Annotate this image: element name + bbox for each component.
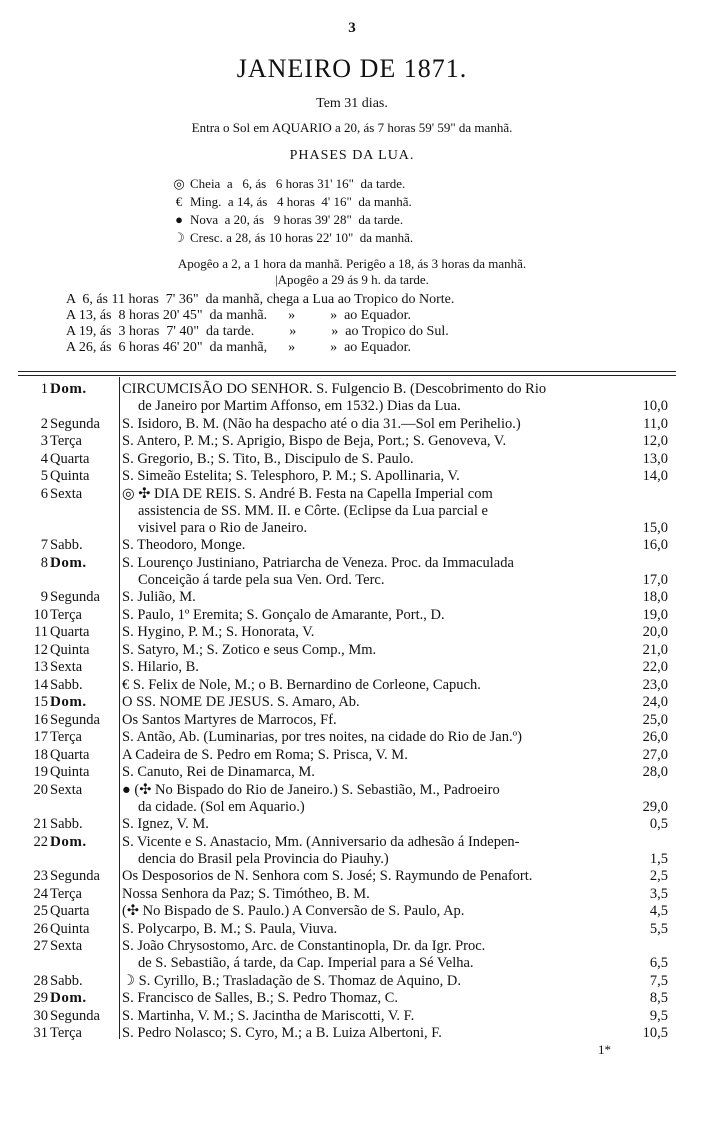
weekday: Terça [50,885,82,902]
day-number: 11 [34,624,48,640]
day-number: 18 [33,746,48,763]
weekday: Sexta [50,485,83,502]
day-number: 25 [33,903,48,919]
weekday: Quinta [50,764,90,780]
feast-description [122,990,616,1007]
moon-age-value: 9,5 [649,1007,668,1024]
description-line: S. Polycarpo, B. M.; S. Paula, Viuva. [122,920,338,937]
top-rule [18,371,676,372]
moon-age-value: 10,0 [642,398,668,414]
description-line: Conceição á tarde pela sua Ven. Ord. Terc. [138,571,385,588]
moon-phase-row [172,212,403,228]
tropic-line: A 26, ás 6 horas 46' 20" da manhã, » » ao Equador. [66,340,411,355]
calendar-row [18,834,676,868]
description-line: da cidade. (Sol em Aquario.) [138,798,305,815]
moon-age-value: 1,5 [649,850,668,867]
feast-description [122,381,616,415]
description-line: O SS. NOME DE JESUS. S. Amaro, Ab. [122,694,360,710]
description-line: S. Simeão Estelita; S. Telesphoro, P. M.; S. Apollinaria, V. [122,468,460,484]
calendar-row [18,973,676,990]
description-line: CIRCUMCISÃO DO SENHOR. S. Fulgencio B. (Descobrimento do Rio [122,381,547,397]
calendar-row [18,416,676,433]
feast-description [122,537,616,554]
moon-age-value: 28,0 [642,764,668,780]
weekday: Sexta [50,938,83,954]
calendar-row [18,589,676,606]
moon-phase-icon: ● [175,212,183,227]
moon-age-value: 20,0 [642,624,668,640]
calendar-row [18,903,676,920]
feast-description [122,468,616,485]
description-line: Os Santos Martyres de Marrocos, Ff. [122,711,337,728]
feast-description [122,834,616,868]
calendar-row [18,886,676,903]
description-line: S. Antão, Ab. (Luminarias, por tres noites, na cidade do Rio de Jan.º) [122,729,522,745]
moon-age-value: 11,0 [643,415,668,432]
day-number: 5 [40,468,48,484]
weekday: Segunda [50,1007,100,1024]
weekday: Segunda [50,868,100,884]
calendar-row [18,694,676,711]
day-number: 6 [40,485,48,502]
moon-age-value: 4,5 [649,903,668,919]
day-number: 24 [33,885,48,902]
moon-age-value: 12,0 [642,433,668,449]
moon-age-value: 25,0 [642,711,668,728]
description-line: S. Martinha, V. M.; S. Jacintha de Mariscotti, V. F. [122,1007,415,1024]
description-line: S. Vicente e S. Anastacio, Mm. (Anniversario da adhesão á Indepen- [122,833,520,850]
description-line: S. Hilario, B. [122,659,199,675]
feast-description [122,486,616,537]
calendar-row [18,486,676,537]
calendar-row [18,624,676,641]
weekday: Terça [50,729,82,745]
weekday: Dom. [50,990,87,1006]
feast-description [122,642,616,659]
calendar-row [18,816,676,833]
weekday: Quinta [50,468,90,484]
description-line: S. Julião, M. [122,589,196,605]
calendar-row [18,938,676,972]
moon-phase-text: Cresc. a 28, ás 10 horas 22' 10" da manhã. [190,230,414,245]
description-line: S. Isidoro, B. M. (Não ha despacho até o dia 31.—Sol em Perihelio.) [122,415,521,432]
feast-description [122,659,616,676]
day-number: 27 [33,938,48,954]
feast-description [122,607,616,624]
description-line: visivel para o Rio de Janeiro. [138,519,308,536]
weekday: Sexta [50,659,83,675]
calendar-row [18,990,676,1007]
tropic-line: A 19, ás 3 horas 7' 40" da tarde. » » ao Tropico do Sul. [66,324,449,339]
weekday: Sabb. [50,676,83,693]
weekday: Sabb. [50,537,83,553]
weekday: Segunda [50,589,100,605]
moon-age-value: 10,5 [642,1025,668,1041]
calendar-row [18,555,676,589]
description-line: Os Desposorios de N. Senhora com S. José; S. Raymundo de Penafort. [122,868,533,884]
description-line: de S. Sebastião, á tarde, da Cap. Imperial para a Sé Velha. [138,955,474,971]
description-line: S. Theodoro, Monge. [122,537,246,553]
feast-description [122,886,616,903]
moon-age-value: 23,0 [642,676,668,693]
day-number: 20 [33,781,48,798]
moon-phase-text: Ming. a 14, ás 4 horas 4' 16" da manhã. [190,194,412,209]
weekday: Quarta [50,746,90,763]
calendar-row [18,659,676,676]
feast-description [122,782,616,816]
feast-description [122,764,616,781]
moon-age-value: 2,5 [649,868,668,884]
feast-description [122,624,616,641]
day-number: 22 [33,833,48,850]
day-number: 2 [40,415,48,432]
weekday: Sabb. [50,972,83,989]
moon-age-value: 19,0 [642,606,668,623]
phases-title: PHASES DA LUA. [289,148,415,163]
weekday: Terça [50,1025,82,1041]
calendar-row [18,764,676,781]
weekday: Terça [50,606,82,623]
calendar-row [18,747,676,764]
day-number: 29 [33,990,48,1006]
feast-description [122,868,616,885]
description-line: S. Gregorio, B.; S. Tito, B., Discipulo de S. Paulo. [122,450,414,467]
moon-phase-row [172,194,412,210]
weekday: Quarta [50,624,90,640]
moon-age-value: 16,0 [642,537,668,553]
feast-description [122,973,616,990]
calendar-row [18,537,676,554]
moon-age-value: 15,0 [642,519,668,536]
day-number: 12 [33,641,48,658]
moon-age-value: 17,0 [642,571,668,588]
weekday: Quinta [50,920,90,937]
description-line: S. Pedro Nolasco; S. Cyro, M.; a B. Luiza Albertoni, F. [122,1025,442,1041]
moon-age-value: 5,5 [649,920,668,937]
feast-description [122,433,616,450]
top-rule-inner [18,375,676,376]
weekday: Quinta [50,641,90,658]
weekday: Dom. [50,833,87,850]
calendar-row [18,642,676,659]
description-line: ◎ ✣ DIA DE REIS. S. André B. Festa na Capella Imperial com [122,485,493,502]
description-line: (✣ No Bispado de S. Paulo.) A Conversão de S. Paulo, Ap. [122,903,465,919]
moon-phase-text: Nova a 20, ás 9 horas 39' 28" da tarde. [190,212,404,227]
feast-description [122,694,616,711]
day-number: 31 [33,1025,48,1041]
calendar-row [18,677,676,694]
day-number: 28 [33,972,48,989]
feast-description [122,1008,616,1025]
weekday: Terça [50,433,82,449]
description-line: S. João Chrysostomo, Arc. de Constantinopla, Dr. da Igr. Proc. [122,938,486,954]
calendar-row [18,921,676,938]
moon-age-value: 24,0 [642,694,668,710]
feast-description [122,555,616,589]
description-line: S. Lourenço Justiniano, Patriarcha de Veneza. Proc. da Immaculada [122,554,514,571]
moon-age-value: 8,5 [649,990,668,1006]
description-line: de Janeiro por Martim Affonso, em 1532.) Dias da Lua. [138,398,461,414]
day-number: 14 [33,676,48,693]
feast-description [122,921,616,938]
description-line: Nossa Senhora da Paz; S. Timótheo, B. M. [122,885,370,902]
description-line: ● (✣ No Bispado do Rio de Janeiro.) S. Sebastião, M., Padroeiro [122,781,500,798]
feast-description [122,677,616,694]
calendar-row [18,1008,676,1025]
footer-mark: 1* [598,1042,611,1057]
moon-phase-row [172,176,405,192]
day-number: 17 [33,729,48,745]
calendar-row [18,729,676,746]
day-number: 8 [40,554,48,571]
feast-description [122,729,616,746]
moon-phase-icon: ☽ [173,230,185,245]
calendar-row [18,433,676,450]
sun-line: Entra o Sol em AQUARIO a 20, ás 7 horas 59' 59" da manhã. [191,120,513,135]
moon-phase-row [172,230,413,246]
day-number: 10 [33,606,48,623]
calendar-row [18,607,676,624]
page-title: JANEIRO DE 1871. [236,54,468,83]
calendar-row [18,782,676,816]
feast-description [122,451,616,468]
description-line: ☽ S. Cyrillo, B.; Trasladação de S. Thomaz de Aquino, D. [122,972,461,989]
moon-phase-text: Cheia a 6, ás 6 horas 31' 16" da tarde. [190,176,406,191]
weekday: Quarta [50,903,90,919]
calendar-row [18,468,676,485]
weekday: Segunda [50,415,100,432]
moon-age-value: 0,5 [649,816,668,832]
apogee-line-2: |Apogêo a 29 ás 9 h. da tarde. [275,272,429,287]
weekday: Sexta [50,781,83,798]
description-line: € S. Felix de Nole, M.; o B. Bernardino de Corleone, Capuch. [122,676,481,693]
day-number: 7 [40,537,48,553]
moon-age-value: 21,0 [642,641,668,658]
day-number: 19 [33,764,48,780]
feast-description [122,938,616,972]
description-line: assistencia de SS. MM. II. e Côrte. (Eclipse da Lua parcial e [138,502,488,519]
moon-age-value: 18,0 [642,589,668,605]
description-line: S. Antero, P. M.; S. Aprigio, Bispo de Beja, Port.; S. Genoveva, V. [122,433,507,449]
description-line: S. Francisco de Salles, B.; S. Pedro Thomaz, C. [122,990,399,1006]
day-number: 1 [40,381,48,397]
weekday: Sabb. [50,816,83,832]
day-number: 13 [33,659,48,675]
description-line: A Cadeira de S. Pedro em Roma; S. Prisca, V. M. [122,746,408,763]
day-number: 4 [40,450,48,467]
description-line: S. Satyro, M.; S. Zotico e seus Comp., Mm. [122,641,377,658]
weekday: Dom. [50,694,87,710]
day-number: 26 [33,920,48,937]
moon-age-value: 14,0 [642,468,668,484]
weekday: Dom. [50,381,87,397]
tropic-line: A 13, ás 8 horas 20' 45" da manhã. » » ao Equador. [66,308,411,323]
feast-description [122,1025,616,1042]
description-line: S. Canuto, Rei de Dinamarca, M. [122,764,315,780]
calendar-row [18,381,676,415]
weekday: Quarta [50,450,90,467]
day-number: 16 [33,711,48,728]
apogee-line-1: Apogêo a 2, a 1 hora da manhã. Perigêo a 18, ás 3 horas da manhã. [177,256,527,271]
calendar-row [18,451,676,468]
moon-phase-icon: € [175,194,183,209]
feast-description [122,589,616,606]
feast-description [122,816,616,833]
weekday: Segunda [50,711,100,728]
description-line: S. Hygino, P. M.; S. Honorata, V. [122,624,315,640]
feast-description [122,712,616,729]
calendar-row [18,868,676,885]
days-line: Tem 31 dias. [316,96,388,111]
moon-age-value: 6,5 [649,955,668,971]
moon-age-value: 3,5 [649,885,668,902]
day-number: 15 [33,694,48,710]
description-line: S. Ignez, V. M. [122,816,209,832]
moon-age-value: 26,0 [642,729,668,745]
page-number: 3 [348,20,356,36]
moon-age-value: 29,0 [642,798,668,815]
day-number: 30 [33,1007,48,1024]
feast-description [122,416,616,433]
weekday: Dom. [50,554,87,571]
moon-age-value: 22,0 [642,659,668,675]
day-number: 3 [40,433,48,449]
day-number: 23 [33,868,48,884]
calendar-row [18,712,676,729]
day-number: 21 [33,816,48,832]
moon-age-value: 27,0 [642,746,668,763]
description-line: S. Paulo, 1º Eremita; S. Gonçalo de Amarante, Port., D. [122,606,445,623]
feast-description [122,903,616,920]
moon-age-value: 13,0 [642,450,668,467]
moon-age-value: 7,5 [649,972,668,989]
feast-description [122,747,616,764]
tropic-line: A 6, ás 11 horas 7' 36" da manhã, chega a Lua ao Tropico do Norte. [66,292,455,307]
day-number: 9 [40,589,48,605]
description-line: dencia do Brasil pela Provincia do Piauhy.) [138,850,389,867]
calendar-row [18,1025,676,1042]
moon-phase-icon: ◎ [173,176,185,191]
